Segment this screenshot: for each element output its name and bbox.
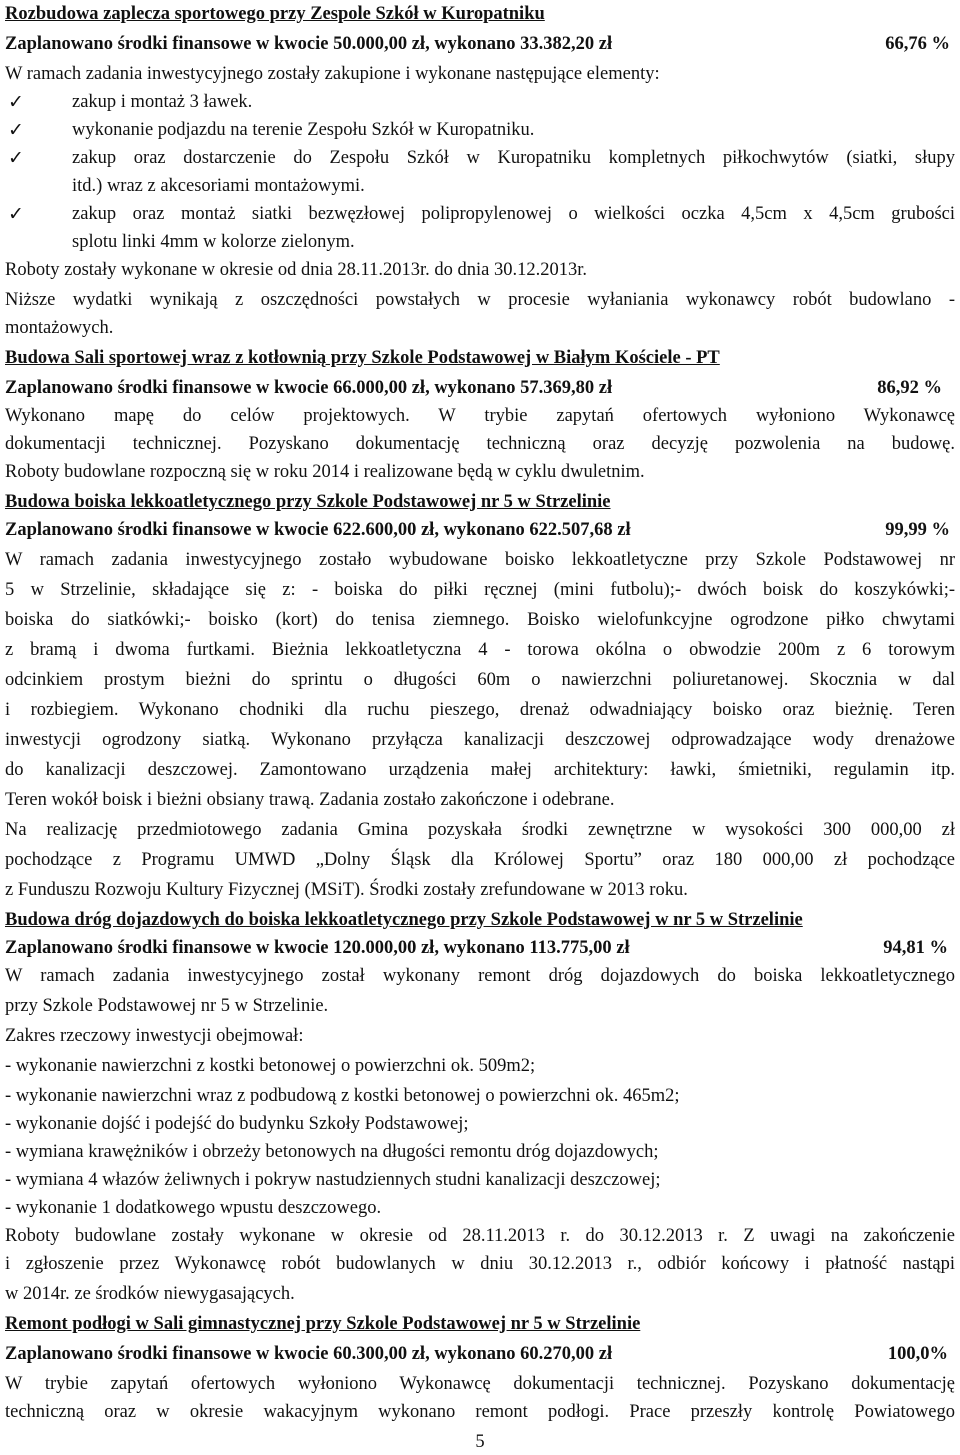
- check-icon: ✓: [8, 91, 24, 113]
- bullet-item: zakup oraz dostarczenie do Zespołu Szkół w Kuropatniku kompletnych piłkochwytów (siatki, słupy: [72, 148, 955, 168]
- paragraph-line: przy Szkole Podstawowej nr 5 w Strzelinie.: [5, 996, 329, 1016]
- paragraph-line: Wykonano mapę do celów projektowych. W trybie zapytań ofertowych wyłoniono Wykonawcę: [5, 406, 955, 426]
- paragraph-line: W ramach zadania inwestycyjnego zostało wybudowane boisko lekkoatletyczne przy Szkole Podstawowej nr: [5, 550, 955, 570]
- paragraph-line: w 2014r. ze środków niewygasających.: [5, 1284, 295, 1304]
- completion-percent: 100,0%: [887, 1344, 948, 1364]
- funding-text: Zaplanowano środki finansowe w kwocie 66.000,00 zł, wykonano 57.369,80 zł: [5, 378, 613, 398]
- paragraph-line: boiska do siatkówki;- boisko (kort) do tenisa ziemnego. Boisko wielofunkcyjne ogrodzone piłko chwytami: [5, 610, 955, 630]
- funding-line: [5, 374, 942, 402]
- paragraph-line: Roboty zostały wykonane w okresie od dnia 28.11.2013r. do dnia 30.12.2013r.: [5, 260, 587, 280]
- check-icon: ✓: [8, 119, 24, 141]
- list-item: - wymiana krawężników i obrzeży betonowych na długości remontu dróg dojazdowych;: [5, 1142, 659, 1162]
- bullet-item: wykonanie podjazdu na terenie Zespołu Szkół w Kuropatniku.: [72, 120, 535, 140]
- paragraph-line: i rozbiegiem. Wykonano chodniki dla ruchu pieszego, drenaż odwadniający boisko oraz bieżnię. Teren: [5, 700, 955, 720]
- check-icon: ✓: [8, 147, 24, 169]
- list-item: - wykonanie nawierzchni wraz z podbudową z kostki betonowej o powierzchni ok. 465m2;: [5, 1086, 680, 1106]
- paragraph-line: Na realizację przedmiotowego zadania Gmina pozyskała środki zewnętrzne w wysokości 300 000,00 zł: [5, 820, 955, 840]
- funding-line: [5, 516, 950, 544]
- section-title: Rozbudowa zaplecza sportowego przy Zespole Szkół w Kuropatniku: [5, 4, 545, 24]
- funding-line: [5, 934, 948, 962]
- bullet-item-cont: itd.) wraz z akcesoriami montażowymi.: [72, 176, 365, 196]
- funding-text: Zaplanowano środki finansowe w kwocie 622.600,00 zł, wykonano 622.507,68 zł: [5, 520, 631, 540]
- section-title: Budowa boiska lekkoatletycznego przy Szkole Podstawowej nr 5 w Strzelinie: [5, 492, 611, 512]
- paragraph-line: montażowych.: [5, 318, 114, 338]
- paragraph-line: pochodzące z Programu UMWD „Dolny Śląsk dla Królowej Sportu” oraz 180 000,00 zł pochodzące: [5, 850, 955, 870]
- completion-percent: 66,76 %: [885, 34, 950, 54]
- bullet-item: zakup oraz montaż siatki bezwęzłowej polipropylenowej o wielkości oczka 4,5cm x 4,5cm grubości: [72, 204, 955, 224]
- completion-percent: 99,99 %: [885, 520, 950, 540]
- paragraph-line: i zgłoszenie przez Wykonawcę robót budowlanych w dniu 30.12.2013 r., odbiór końcowy i płatność nastąpi: [5, 1254, 955, 1274]
- section-title: Budowa dróg dojazdowych do boiska lekkoatletycznego przy Szkole Podstawowej w nr 5 w Strzelinie: [5, 910, 803, 930]
- section-title: Remont podłogi w Sali gimnastycznej przy Szkole Podstawowej nr 5 w Strzelinie: [5, 1314, 641, 1334]
- paragraph-line: W trybie zapytań ofertowych wyłoniono Wykonawcę dokumentacji technicznej. Pozyskano dokumentację: [5, 1374, 955, 1394]
- paragraph-line: Roboty budowlane zostały wykonane w okresie od 28.11.2013 r. do 30.12.2013 r. Z uwagi na zakończenie: [5, 1226, 955, 1246]
- paragraph-line: W ramach zadania inwestycyjnego zostały zakupione i wykonane następujące elementy:: [5, 64, 660, 84]
- paragraph-line: do kanalizacji deszczowej. Zamontowano urządzenia małej architektury: ławki, śmietniki, regulamin itp.: [5, 760, 955, 780]
- bullet-item-cont: splotu linki 4mm w kolorze zielonym.: [72, 232, 355, 252]
- paragraph-line: z Funduszu Rozwoju Kultury Fizycznej (MSiT). Środki zostały zrefundowane w 2013 roku.: [5, 880, 688, 900]
- paragraph-line: Niższe wydatki wynikają z oszczędności powstałych w procesie wyłaniania wykonawcy robót budowlano -: [5, 290, 955, 310]
- funding-text: Zaplanowano środki finansowe w kwocie 60.300,00 zł, wykonano 60.270,00 zł: [5, 1344, 613, 1364]
- paragraph-line: odcinkiem prostym bieżni do sprintu o długości 60m o nawierzchni poliuretanowej. Skocznia w dal: [5, 670, 955, 690]
- list-item: - wykonanie 1 dodatkowego wpustu deszczowego.: [5, 1198, 382, 1218]
- funding-line: [5, 30, 950, 58]
- funding-line: [5, 1340, 948, 1368]
- paragraph-line: techniczną oraz w okresie wakacyjnym wykonano remont podłogi. Prace przeszły kontrolę Powiatowego: [5, 1402, 955, 1422]
- list-item: - wymiana 4 włazów żeliwnych i pokryw nastudziennych studni kanalizacji deszczowej;: [5, 1170, 661, 1190]
- paragraph-line: Zakres rzeczowy inwestycji obejmował:: [5, 1026, 304, 1046]
- completion-percent: 94,81 %: [883, 938, 948, 958]
- paragraph-line: W ramach zadania inwestycyjnego został wykonany remont dróg dojazdowych do boiska lekkoatletycznego: [5, 966, 955, 986]
- paragraph-line: inwestycji ogrodzony siatką. Wykonano przyłącza kanalizacji deszczowej odprowadzające wody drenażowe: [5, 730, 955, 750]
- completion-percent: 86,92 %: [877, 378, 942, 398]
- list-item: - wykonanie dojść i podejść do budynku Szkoły Podstawowej;: [5, 1114, 469, 1134]
- page-number: 5: [475, 1432, 485, 1452]
- section-title: Budowa Sali sportowej wraz z kotłownią przy Szkole Podstawowej w Białym Kościele - PT: [5, 348, 720, 368]
- funding-text: Zaplanowano środki finansowe w kwocie 120.000,00 zł, wykonano 113.775,00 zł: [5, 938, 630, 958]
- bullet-item: zakup i montaż 3 ławek.: [72, 92, 253, 112]
- paragraph-line: Roboty budowlane rozpoczną się w roku 2014 i realizowane będą w cyklu dwuletnim.: [5, 462, 645, 482]
- paragraph-line: z bramą i dwoma furtkami. Bieżnia lekkoatletyczna 4 - torowa okólna o obwodzie 200m z 6 torowym: [5, 640, 955, 660]
- list-item: - wykonanie nawierzchni z kostki betonowej o powierzchni ok. 509m2;: [5, 1056, 536, 1076]
- paragraph-line: dokumentacji technicznej. Pozyskano dokumentację techniczną oraz decyzję pozwolenia na budowę.: [5, 434, 955, 454]
- check-icon: ✓: [8, 203, 24, 225]
- funding-text: Zaplanowano środki finansowe w kwocie 50.000,00 zł, wykonano 33.382,20 zł: [5, 34, 613, 54]
- paragraph-line: 5 w Strzelinie, składające się z: - boiska do piłki ręcznej (mini futbolu);- dwóch boisk do koszykówki;-: [5, 580, 955, 600]
- paragraph-line: Teren wokół boisk i bieżni obsiany trawą. Zadania zostało zakończone i odebrane.: [5, 790, 615, 810]
